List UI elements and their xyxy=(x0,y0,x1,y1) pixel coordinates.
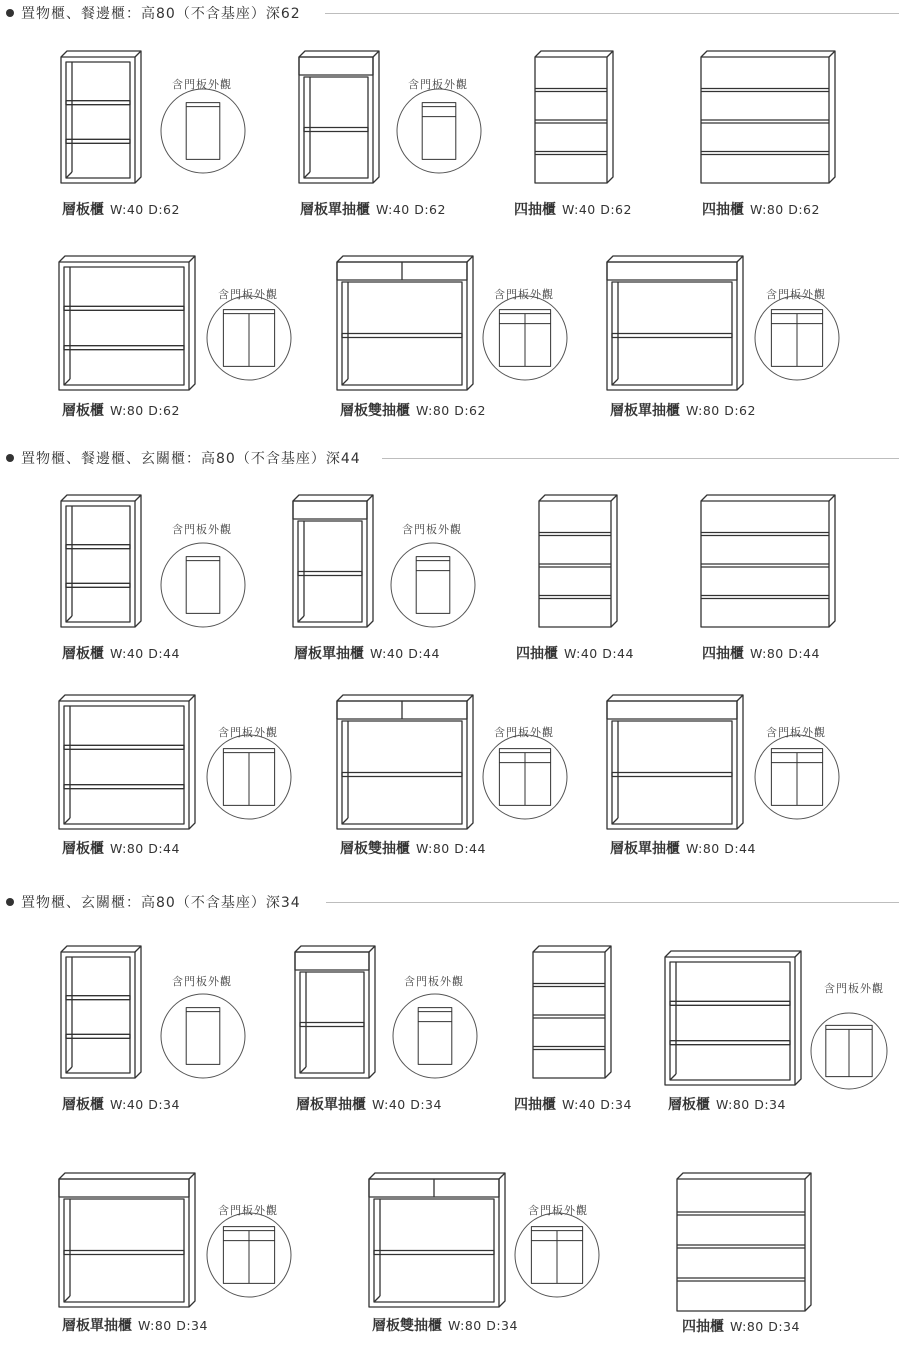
cabinet-dimensions: W:40 D:44 xyxy=(564,646,634,661)
cabinet-illustration xyxy=(60,945,148,1079)
cabinet-dimensions: W:80 D:34 xyxy=(716,1097,786,1112)
cabinet-dimensions: W:80 D:44 xyxy=(750,646,820,661)
door-preview-icon xyxy=(754,295,840,381)
cabinet-name: 層板櫃 xyxy=(62,1097,104,1113)
cabinet-caption xyxy=(682,1316,800,1336)
divider xyxy=(382,458,899,459)
cabinet-caption xyxy=(62,643,180,663)
cabinet-caption xyxy=(300,199,446,219)
cabinet-name: 四抽櫃 xyxy=(516,646,558,662)
door-preview-icon xyxy=(514,1212,600,1298)
cabinet-illustration xyxy=(58,255,202,391)
cabinet-dimensions: W:40 D:34 xyxy=(562,1097,632,1112)
door-preview-icon xyxy=(160,993,246,1079)
cabinet-illustration xyxy=(606,255,750,391)
cabinet-illustration xyxy=(336,694,480,830)
cabinet-dimensions: W:40 D:62 xyxy=(562,202,632,217)
cabinet-caption xyxy=(514,199,632,219)
cabinet-illustration xyxy=(532,945,618,1079)
cabinet-dimensions: W:40 D:34 xyxy=(372,1097,442,1112)
cabinet-caption xyxy=(372,1315,518,1335)
cabinet-caption xyxy=(702,643,820,663)
door-preview-icon xyxy=(482,734,568,820)
cabinet-illustration xyxy=(58,1172,202,1308)
door-callout-label: 含門板外觀 xyxy=(408,78,468,91)
cabinet-illustration xyxy=(676,1172,818,1312)
door-preview-icon xyxy=(482,295,568,381)
cabinet-dimensions: W:80 D:44 xyxy=(686,841,756,856)
section-header xyxy=(6,892,301,912)
door-preview-icon xyxy=(392,993,478,1079)
section-title: 置物櫃、餐邊櫃：高80（不含基座）深62 xyxy=(21,6,301,22)
cabinet-caption xyxy=(610,838,756,858)
cabinet-dimensions: W:80 D:44 xyxy=(416,841,486,856)
cabinet-caption xyxy=(62,199,180,219)
cabinet-name: 層板雙抽櫃 xyxy=(340,403,410,419)
door-callout-label: 含門板外觀 xyxy=(172,78,232,91)
cabinet-illustration xyxy=(58,694,202,830)
door-callout-label: 含門板外觀 xyxy=(402,523,462,536)
door-callout-label: 含門板外觀 xyxy=(172,523,232,536)
cabinet-illustration xyxy=(664,950,808,1086)
cabinet-caption xyxy=(668,1094,786,1114)
door-callout-label: 含門板外觀 xyxy=(404,975,464,988)
cabinet-dimensions: W:80 D:62 xyxy=(110,403,180,418)
cabinet-illustration xyxy=(60,50,148,184)
cabinet-dimensions: W:80 D:62 xyxy=(686,403,756,418)
cabinet-dimensions: W:80 D:62 xyxy=(750,202,820,217)
cabinet-caption xyxy=(62,838,180,858)
cabinet-illustration xyxy=(700,50,842,184)
cabinet-illustration xyxy=(60,494,148,628)
cabinet-caption xyxy=(340,838,486,858)
cabinet-caption xyxy=(516,643,634,663)
cabinet-dimensions: W:80 D:34 xyxy=(448,1318,518,1333)
door-callout-label: 含門板外觀 xyxy=(218,288,278,301)
cabinet-dimensions: W:80 D:34 xyxy=(138,1318,208,1333)
cabinet-dimensions: W:40 D:62 xyxy=(110,202,180,217)
section-title: 置物櫃、餐邊櫃、玄關櫃：高80（不含基座）深44 xyxy=(21,451,361,467)
door-callout-label: 含門板外觀 xyxy=(528,1204,588,1217)
cabinet-name: 四抽櫃 xyxy=(514,1097,556,1113)
cabinet-dimensions: W:40 D:44 xyxy=(370,646,440,661)
bullet-icon xyxy=(6,9,14,17)
cabinet-illustration xyxy=(534,50,620,184)
bullet-icon xyxy=(6,898,14,906)
cabinet-name: 四抽櫃 xyxy=(702,646,744,662)
cabinet-caption xyxy=(62,1315,208,1335)
cabinet-name: 層板雙抽櫃 xyxy=(372,1318,442,1334)
cabinet-name: 四抽櫃 xyxy=(682,1319,724,1335)
cabinet-caption xyxy=(294,643,440,663)
cabinet-illustration xyxy=(294,945,382,1079)
cabinet-illustration xyxy=(298,50,386,184)
cabinet-dimensions: W:80 D:44 xyxy=(110,841,180,856)
cabinet-name: 層板單抽櫃 xyxy=(62,1318,132,1334)
cabinet-caption xyxy=(296,1094,442,1114)
cabinet-caption xyxy=(702,199,820,219)
section-header xyxy=(6,3,301,23)
cabinet-dimensions: W:40 D:62 xyxy=(376,202,446,217)
cabinet-name: 層板櫃 xyxy=(668,1097,710,1113)
door-callout-label: 含門板外觀 xyxy=(824,982,884,995)
cabinet-dimensions: W:40 D:34 xyxy=(110,1097,180,1112)
cabinet-name: 層板單抽櫃 xyxy=(294,646,364,662)
cabinet-name: 層板櫃 xyxy=(62,646,104,662)
section-title: 置物櫃、玄關櫃：高80（不含基座）深34 xyxy=(21,895,301,911)
cabinet-name: 層板單抽櫃 xyxy=(610,841,680,857)
cabinet-name: 四抽櫃 xyxy=(514,202,556,218)
cabinet-dimensions: W:80 D:34 xyxy=(730,1319,800,1334)
door-callout-label: 含門板外觀 xyxy=(766,288,826,301)
cabinet-caption xyxy=(610,400,756,420)
cabinet-illustration xyxy=(538,494,624,628)
cabinet-name: 層板櫃 xyxy=(62,403,104,419)
door-callout-label: 含門板外觀 xyxy=(494,288,554,301)
section-header xyxy=(6,448,361,468)
door-callout-label: 含門板外觀 xyxy=(218,1204,278,1217)
door-preview-icon xyxy=(206,1212,292,1298)
cabinet-dimensions: W:80 D:62 xyxy=(416,403,486,418)
cabinet-caption xyxy=(62,1094,180,1114)
door-preview-icon xyxy=(754,734,840,820)
door-callout-label: 含門板外觀 xyxy=(172,975,232,988)
cabinet-name: 層板櫃 xyxy=(62,841,104,857)
door-callout-label: 含門板外觀 xyxy=(218,726,278,739)
cabinet-illustration xyxy=(292,494,380,628)
cabinet-name: 層板單抽櫃 xyxy=(296,1097,366,1113)
cabinet-name: 層板櫃 xyxy=(62,202,104,218)
door-preview-icon xyxy=(160,542,246,628)
cabinet-name: 層板單抽櫃 xyxy=(300,202,370,218)
cabinet-name: 層板雙抽櫃 xyxy=(340,841,410,857)
cabinet-name: 層板單抽櫃 xyxy=(610,403,680,419)
divider xyxy=(325,13,899,14)
door-preview-icon xyxy=(160,88,246,174)
cabinet-caption xyxy=(340,400,486,420)
door-preview-icon xyxy=(206,295,292,381)
cabinet-name: 四抽櫃 xyxy=(702,202,744,218)
door-preview-icon xyxy=(390,542,476,628)
bullet-icon xyxy=(6,454,14,462)
cabinet-illustration xyxy=(336,255,480,391)
cabinet-illustration xyxy=(368,1172,512,1308)
door-preview-icon xyxy=(810,1012,888,1090)
door-preview-icon xyxy=(396,88,482,174)
divider xyxy=(326,902,899,903)
door-callout-label: 含門板外觀 xyxy=(766,726,826,739)
cabinet-caption xyxy=(514,1094,632,1114)
cabinet-dimensions: W:40 D:44 xyxy=(110,646,180,661)
door-callout-label: 含門板外觀 xyxy=(494,726,554,739)
cabinet-illustration xyxy=(606,694,750,830)
cabinet-illustration xyxy=(700,494,842,628)
cabinet-caption xyxy=(62,400,180,420)
door-preview-icon xyxy=(206,734,292,820)
